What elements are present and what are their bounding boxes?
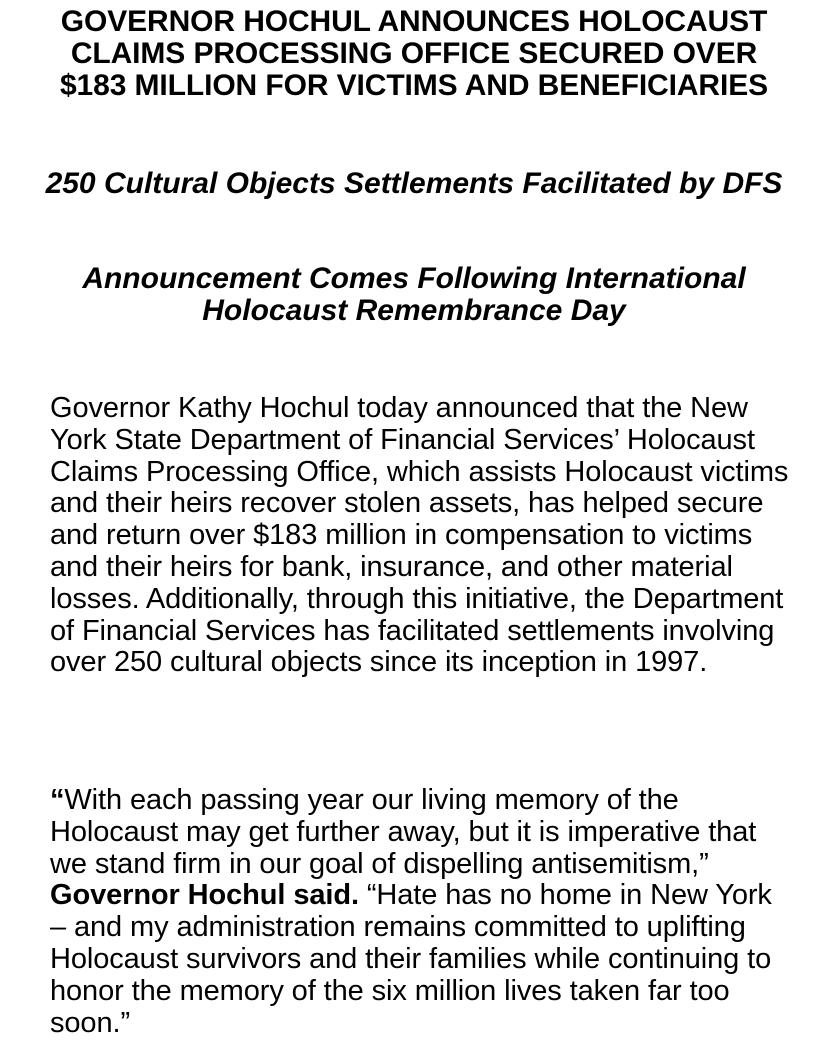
quote-part-1: With each passing year our living memory of the Holocaust may get further away, but it is imperative that we stand firm in our goal of dispelling antisemitism,” (50, 784, 757, 880)
subhead-remembrance-day: Announcement Comes Following International Holocaust Remembrance Day (82, 262, 746, 327)
subhead-cultural-objects: 250 Cultural Objects Settlements Facilitated by DFS (45, 167, 783, 200)
intro-paragraph: Governor Kathy Hochul today announced that the New York State Department of Financial Services’ Holocaust Claims Processing Office, which assists Holocaust victims and their heirs recover stolen assets, has helped secure and return over $183 million in compensation to victims and their heirs for bank, insurance, and other material losses. Additionally, through this initiative, the Department of Financial Services has facilitated settlements involving over 250 cultural objects since its inception in 1997. (50, 392, 789, 679)
quote-open-mark: “ (50, 784, 65, 816)
quote-attribution: Governor Hochul said. (50, 879, 359, 912)
quote-paragraph (50, 785, 790, 1039)
quote-part-2: “Hate has no home in New York – and my administration remains committed to uplifting Holocaust survivors and their families while continuing to honor the memory of the six million lives taken far too soon.” (50, 879, 772, 1039)
headline: GOVERNOR HOCHUL ANNOUNCES HOLOCAUST CLAIMS PROCESSING OFFICE SECURED OVER $183 MILLION FOR VICTIMS AND BENEFICIARIES (59, 5, 769, 102)
